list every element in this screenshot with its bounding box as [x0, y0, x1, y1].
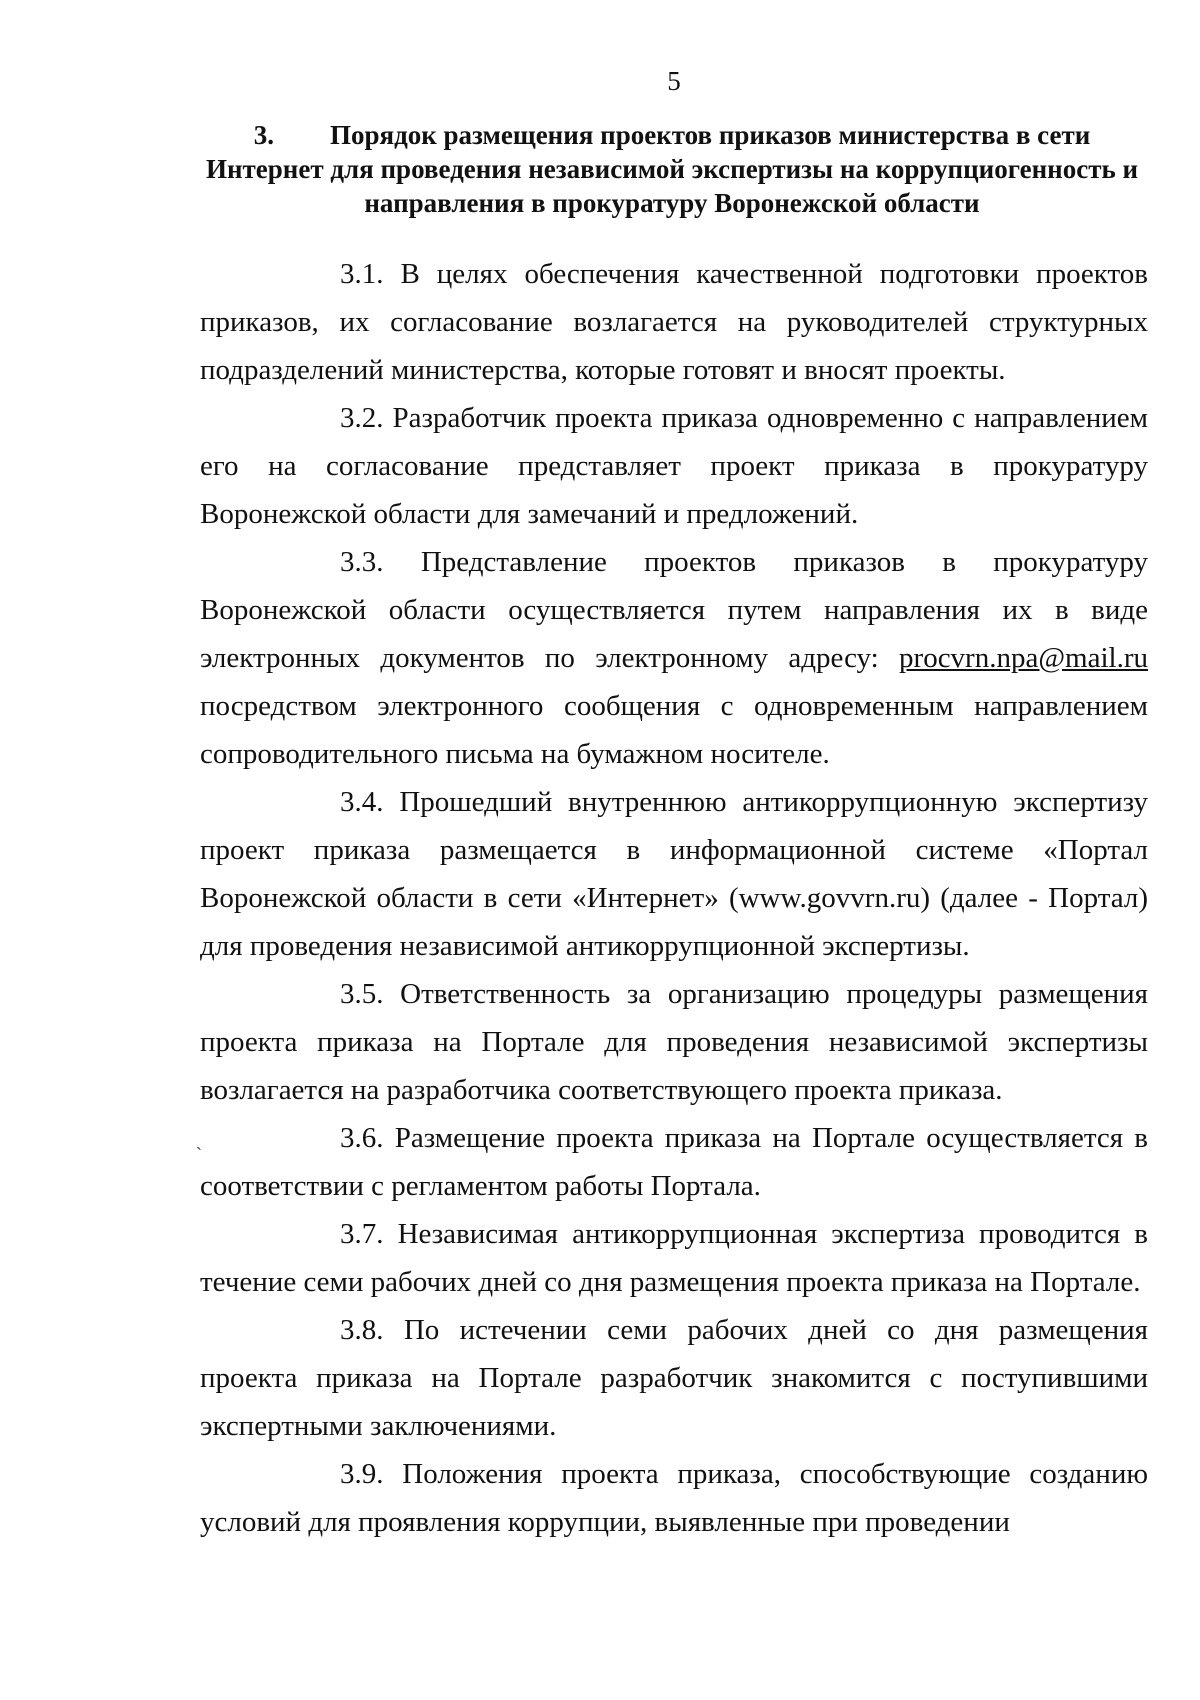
paragraph-text: По истечении семи рабочих дней со дня размещения проекта приказа на Портале разработчик знакомится с поступившими экспертными заключениями.: [200, 1314, 1148, 1442]
page-number: 5: [667, 66, 681, 96]
section-title: Порядок размещения проектов приказов министерства в сети Интернет для проведения независимой экспертизы на коррупциогенность и направления в прокуратуру Воронежской области: [205, 120, 1139, 218]
document-body: [200, 250, 1148, 1546]
paragraph-number: 3.2.: [340, 402, 384, 434]
paragraph-text: Независимая антикоррупционная экспертиза проводится в течение семи рабочих дней со дня размещения проекта приказа на Портале.: [200, 1218, 1148, 1298]
paragraph-3-2: [200, 394, 1148, 538]
paragraph-number: 3.7.: [340, 1218, 384, 1250]
paragraph-text: Размещение проекта приказа на Портале осуществляется в соответствии с регламентом работы Портала.: [200, 1122, 1148, 1202]
paragraph-number: 3.6.: [340, 1122, 384, 1154]
paragraph-number: 3.5.: [340, 978, 384, 1010]
paragraph-number: 3.9.: [340, 1458, 384, 1490]
email-link[interactable]: procvrn.npa@mail.ru: [899, 642, 1148, 674]
paragraph-text: В целях обеспечения качественной подготовки проектов приказов, их согласование возлагается на руководителей структурных подразделений министерства, которые готовят и вносят проекты.: [200, 258, 1148, 386]
paragraph-text-continued: посредством электронного сообщения с одновременным направлением сопроводительного письма на бумажном носителе.: [200, 690, 1148, 770]
paragraph-3-4: [200, 778, 1148, 970]
paragraph-3-6: [200, 1114, 1148, 1210]
paragraph-number: 3.8.: [340, 1314, 384, 1346]
paragraph-3-3: [200, 538, 1148, 778]
paragraph-text: Представление проектов приказов в прокуратуру Воронежской области осуществляется путем направления их в виде электронных документов по электронному адресу:: [200, 546, 1149, 674]
paragraph-3-9: [200, 1450, 1148, 1546]
paragraph-text: Разработчик проекта приказа одновременно с направлением его на согласование представляет проект приказа в прокуратуру Воронежской области для замечаний и предложений.: [200, 402, 1149, 530]
paragraph-text: Ответственность за организацию процедуры размещения проекта приказа на Портале для проведения независимой экспертизы возлагается на разработчика соответствующего проекта приказа.: [200, 978, 1148, 1106]
paragraph-3-8: [200, 1306, 1148, 1450]
section-heading: [196, 118, 1148, 220]
scan-artifact-mark: ˎ: [196, 1130, 202, 1150]
paragraph-3-7: [200, 1210, 1148, 1306]
paragraph-3-1: [200, 250, 1148, 394]
paragraph-text: Положения проекта приказа, способствующие созданию условий для проявления коррупции, выявленные при проведении: [200, 1458, 1149, 1538]
paragraph-3-5: [200, 970, 1148, 1114]
paragraph-number: 3.3.: [340, 546, 384, 578]
paragraph-number: 3.4.: [340, 786, 384, 818]
paragraph-number: 3.1.: [340, 258, 384, 290]
paragraph-text: Прошедший внутреннюю антикоррупционную экспертизу проект приказа размещается в информационной системе «Портал Воронежской области в сети «Интернет» (www.govvrn.ru) (далее - Портал) для проведения независимой антикоррупционной экспертизы.: [200, 786, 1148, 962]
section-number: 3.: [253, 120, 274, 150]
